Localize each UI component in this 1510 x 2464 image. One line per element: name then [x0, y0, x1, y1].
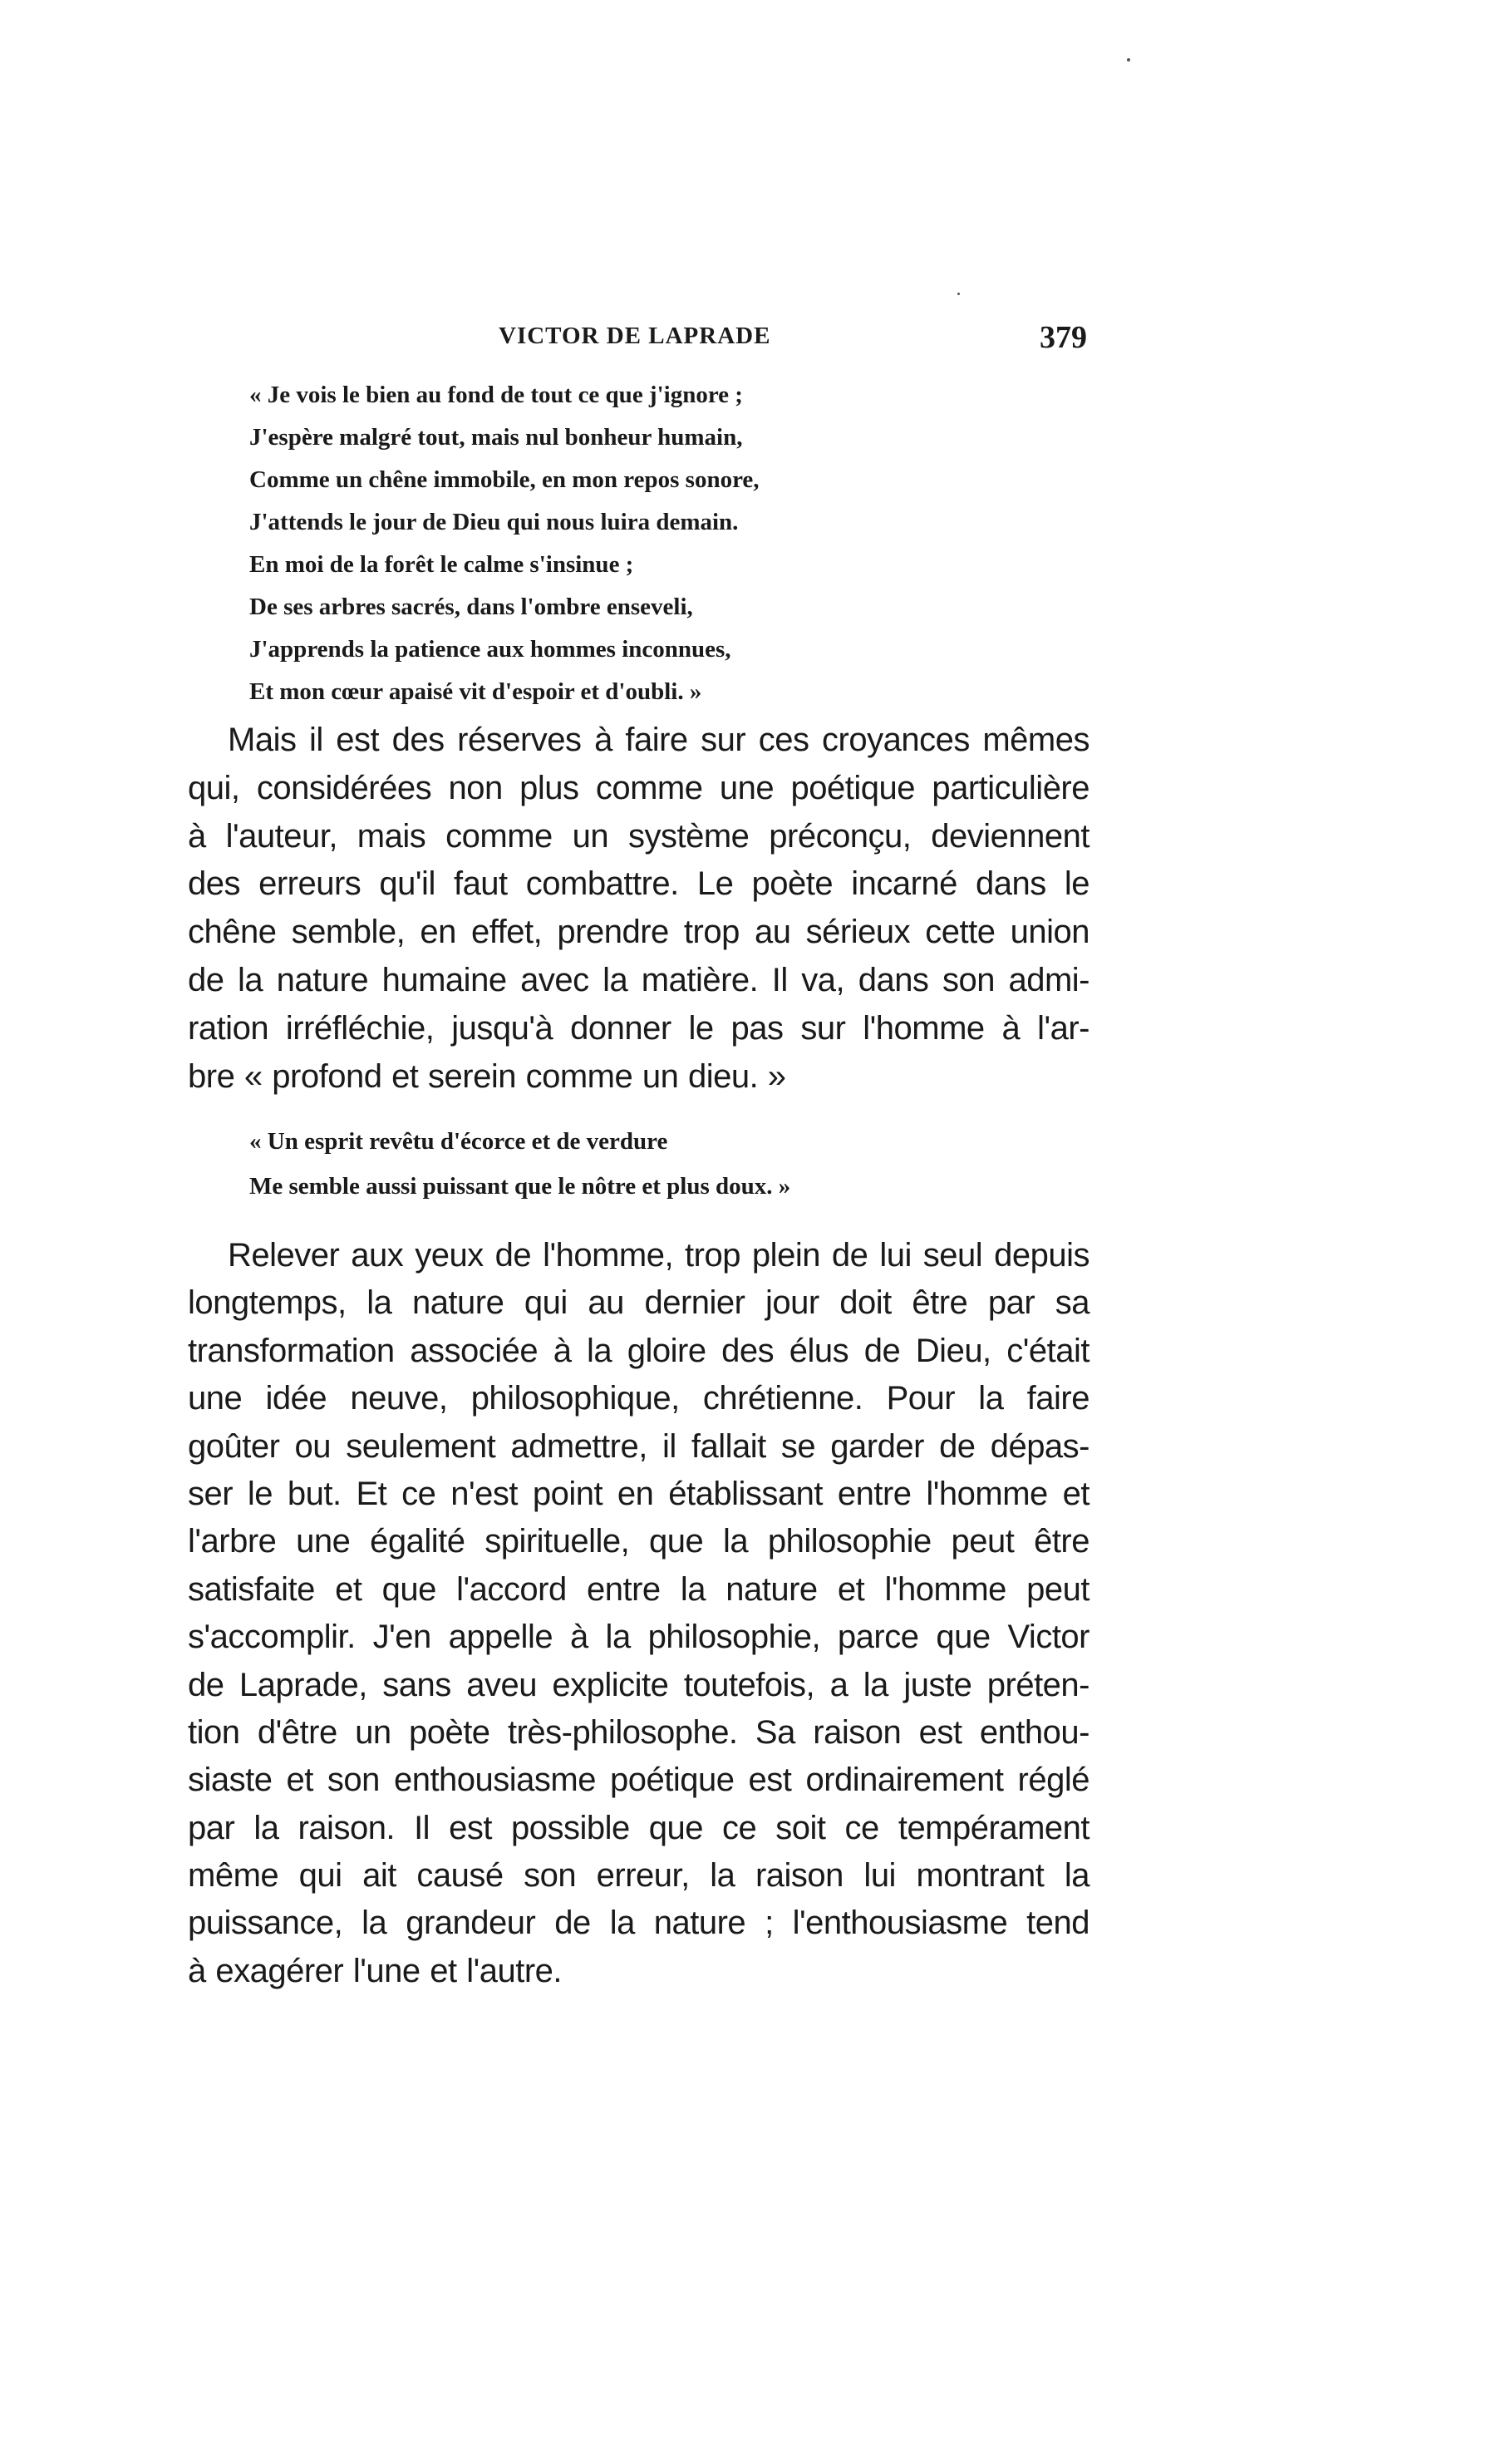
paragraph-line: transformation associée à la gloire des élus de Dieu, c'était: [188, 1332, 1089, 1369]
paragraph-line: siaste et son enthousiasme poétique est ordinairement réglé: [188, 1762, 1089, 1799]
paragraph-line: satisfaite et que l'accord entre la nature et l'homme peut: [188, 1570, 1089, 1608]
paragraph-line: ration irréfléchie, jusqu'à donner le pas sur l'homme à l'ar-: [188, 1009, 1089, 1047]
page-speck: [957, 293, 960, 295]
verse-quote-1: [249, 374, 760, 713]
paragraph-line: bre « profond et serein comme un dieu. »: [188, 1057, 786, 1095]
paragraph-2: [188, 1232, 1089, 1995]
running-header: [482, 319, 1147, 361]
verse-line: En moi de la forêt le calme s'insinue ;: [249, 551, 634, 578]
verse-line: J'espère malgré tout, mais nul bonheur humain,: [249, 424, 743, 451]
paragraph-1: [188, 717, 1089, 1101]
verse-line: Me semble aussi puissant que le nôtre et plus doux. »: [249, 1173, 791, 1200]
page-speck: [1127, 58, 1130, 62]
verse-line: J'attends le jour de Dieu qui nous luira demain.: [249, 509, 739, 535]
page-number: 379: [1040, 320, 1087, 355]
paragraph-line: goûter ou seulement admettre, il fallait se garder de dépas-: [188, 1427, 1089, 1465]
running-title: VICTOR DE LAPRADE: [499, 323, 771, 349]
paragraph-line: des erreurs qu'il faut combattre. Le poète incarné dans le: [188, 865, 1089, 903]
paragraph-line: même qui ait causé son erreur, la raison lui montrant la: [188, 1857, 1089, 1895]
paragraph-line: longtemps, la nature qui au dernier jour doit être par sa: [188, 1284, 1089, 1322]
verse-line: « Un esprit revêtu d'écorce et de verdure: [249, 1128, 668, 1155]
paragraph-line: de Laprade, sans aveu explicite toutefois, a la juste préten-: [188, 1666, 1089, 1703]
paragraph-line: chêne semble, en effet, prendre trop au sérieux cette union: [188, 914, 1089, 951]
paragraph-line: qui, considérées non plus comme une poétique particulière: [188, 769, 1089, 806]
paragraph-line: l'arbre une égalité spirituelle, que la philosophie peut être: [188, 1523, 1089, 1560]
paragraph-line: à l'auteur, mais comme un système préconçu, deviennent: [188, 817, 1089, 855]
paragraph-line: ser le but. Et ce n'est point en établissant entre l'homme et: [188, 1475, 1089, 1512]
paragraph-line: puissance, la grandeur de la nature ; l'enthousiasme tend: [188, 1905, 1089, 1942]
paragraph-line: Relever aux yeux de l'homme, trop plein de lui seul depuis: [228, 1237, 1089, 1274]
paragraph-line: s'accomplir. J'en appelle à la philosophie, parce que Victor: [188, 1619, 1089, 1656]
verse-line: Et mon cœur apaisé vit d'espoir et d'oubli. »: [249, 678, 702, 705]
paragraph-line: par la raison. Il est possible que ce soit ce tempérament: [188, 1809, 1089, 1846]
paragraph-line: tion d'être un poète très-philosophe. Sa raison est enthou-: [188, 1713, 1089, 1751]
paragraph-line: à exagérer l'une et l'autre.: [188, 1952, 562, 1989]
verse-line: « Je vois le bien au fond de tout ce que j'ignore ;: [249, 382, 743, 408]
paragraph-line: une idée neuve, philosophique, chrétienne. Pour la faire: [188, 1380, 1089, 1417]
verse-line: J'apprends la patience aux hommes inconnues,: [249, 636, 731, 663]
verse-line: De ses arbres sacrés, dans l'ombre enseveli,: [249, 594, 693, 620]
verse-quote-2: [249, 1119, 790, 1209]
paragraph-line: de la nature humaine avec la matière. Il va, dans son admi-: [188, 961, 1089, 998]
verse-line: Comme un chêne immobile, en mon repos sonore,: [249, 466, 760, 493]
paragraph-line: Mais il est des réserves à faire sur ces croyances mêmes: [228, 722, 1089, 758]
